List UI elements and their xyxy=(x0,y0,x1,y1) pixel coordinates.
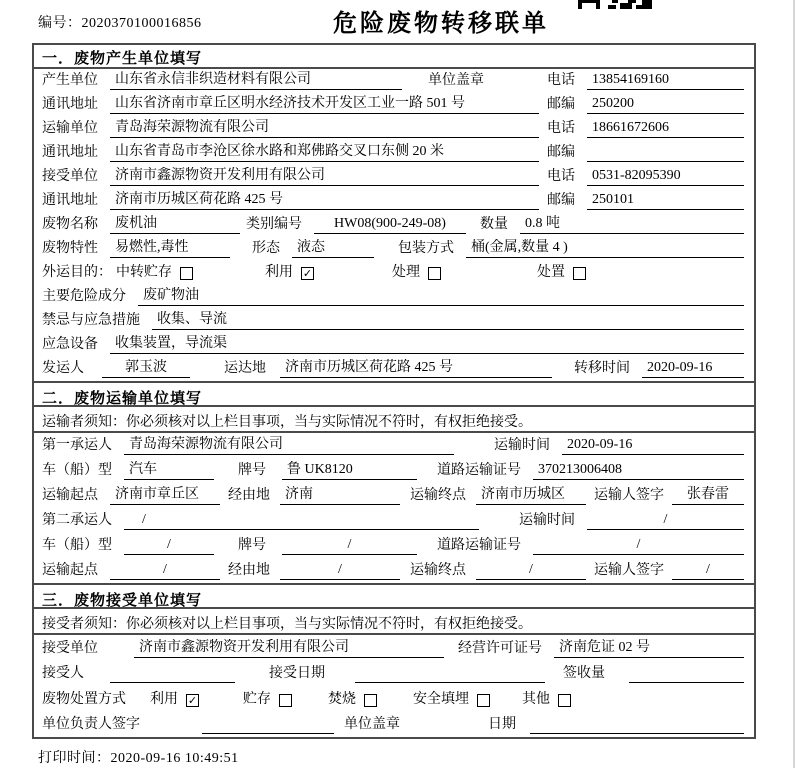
purpose-transfer-label: 中转贮存 xyxy=(116,265,172,280)
disposal-landfill-label: 安全填埋 xyxy=(413,691,469,707)
carrier-signature-value: 张春雷 xyxy=(672,486,744,505)
row-route1 xyxy=(34,483,754,508)
plate-number2-value: / xyxy=(282,536,417,555)
print-time-value: 2020-09-16 10:49:51 xyxy=(110,751,239,766)
row-responsible-signature xyxy=(34,712,754,738)
address-label: 通讯地址 xyxy=(42,97,98,112)
section2-header: 二．废物运输单位填写 xyxy=(34,381,754,407)
purpose-transfer-option xyxy=(116,264,193,282)
emergency-measures-value: 收集、导流 xyxy=(152,311,744,330)
receiving-unit-value: 济南市鑫源物资开发利用有限公司 xyxy=(134,639,444,658)
disposal-store-option xyxy=(243,691,292,709)
purpose-use-option xyxy=(265,264,314,282)
date-label: 日期 xyxy=(488,717,516,732)
section-receiver xyxy=(34,583,754,737)
carrier-signature2-label: 运输人签字 xyxy=(594,563,664,578)
plate-number-value: 鲁 UK8120 xyxy=(282,461,417,480)
disposal-use-option xyxy=(150,691,199,709)
purpose-dispose-checkbox xyxy=(573,267,586,280)
row-hazard xyxy=(34,285,754,309)
road-permit-value: 370213006408 xyxy=(533,461,744,480)
row-emergency-equipment xyxy=(34,333,754,357)
plate-number2-label: 牌号 xyxy=(238,538,266,553)
row-acceptor xyxy=(34,661,754,687)
second-carrier-value: / xyxy=(124,511,479,530)
manifest-form xyxy=(32,43,756,739)
phone-label: 电话 xyxy=(547,73,575,88)
date-value xyxy=(530,716,744,734)
transport-time-label: 运输时间 xyxy=(494,438,550,453)
row-vehicle2 xyxy=(34,533,754,558)
receiver-address-value: 济南市历城区荷花路 425 号 xyxy=(110,191,539,210)
emergency-equipment-label: 应急设备 xyxy=(42,337,98,352)
phone-label: 电话 xyxy=(547,169,575,184)
row-carrier1 xyxy=(34,433,754,458)
first-carrier-label: 第一承运人 xyxy=(42,438,112,453)
page-title: 危险废物转移联单 xyxy=(333,10,549,37)
transporter-address-value: 山东省青岛市李沧区徐水路和郑佛路交叉口东侧 20 米 xyxy=(110,143,539,162)
first-carrier-value: 青岛海荣源物流有限公司 xyxy=(124,436,454,455)
producer-zip-value: 250200 xyxy=(587,95,744,114)
receiver-phone-value: 0531-82095390 xyxy=(587,167,744,186)
receiver-unit-value: 济南市鑫源物资开发利用有限公司 xyxy=(110,167,539,186)
packing-label: 包装方式 xyxy=(398,241,454,256)
row-waste-name xyxy=(34,213,754,237)
vehicle-type-label: 车（船）型 xyxy=(42,463,112,478)
disposal-other-option xyxy=(522,691,571,709)
accept-date-value xyxy=(355,665,545,683)
disposal-burn-checkbox xyxy=(364,694,377,707)
origin-value: 济南市章丘区 xyxy=(110,486,220,505)
destination-value: 济南市历城区荷花路 425 号 xyxy=(280,359,552,378)
row-receiver-address xyxy=(34,189,754,213)
address-label: 通讯地址 xyxy=(42,193,98,208)
endpoint2-value: / xyxy=(476,561,586,580)
receiver-unit-label: 接受单位 xyxy=(42,169,98,184)
qr-code-icon xyxy=(578,0,652,9)
carrier-signature2-value: / xyxy=(672,561,744,580)
purpose-use-label: 利用 xyxy=(265,265,293,280)
purpose-dispose-option xyxy=(537,264,586,282)
form-label: 形态 xyxy=(252,241,280,256)
disposal-store-checkbox xyxy=(279,694,292,707)
disposal-burn-option xyxy=(328,691,377,709)
acceptor-label: 接受人 xyxy=(42,666,84,681)
responsible-signature-value xyxy=(202,716,334,734)
disposal-other-checkbox xyxy=(558,694,571,707)
transporter-zip-value xyxy=(587,144,744,162)
print-time-label: 打印时间： xyxy=(38,751,111,766)
disposal-method-label: 废物处置方式 xyxy=(42,691,126,707)
waste-name-label: 废物名称 xyxy=(42,217,98,232)
row-receiving-unit xyxy=(34,635,754,661)
second-carrier-label: 第二承运人 xyxy=(42,513,112,528)
vehicle-type2-value: / xyxy=(124,536,214,555)
shipper-value: 郭玉波 xyxy=(102,359,190,378)
road-permit2-value: / xyxy=(533,536,744,555)
producer-phone-value: 13854169160 xyxy=(587,71,744,90)
via2-label: 经由地 xyxy=(228,563,270,578)
category-code-label: 类别编号 xyxy=(246,217,302,232)
receiver-zip-value: 250101 xyxy=(587,191,744,210)
origin2-label: 运输起点 xyxy=(42,563,98,578)
phone-label: 电话 xyxy=(547,121,575,136)
transfer-time-value: 2020-09-16 xyxy=(642,359,744,378)
vehicle-type-value: 汽车 xyxy=(124,461,214,480)
row-producer xyxy=(34,69,754,93)
page-right-edge xyxy=(793,0,795,768)
row-waste-trait xyxy=(34,237,754,261)
section-producer xyxy=(34,45,754,381)
waste-name-value: 废机油 xyxy=(110,215,240,234)
purpose-transfer-checkbox xyxy=(180,267,193,280)
row-transporter-address xyxy=(34,141,754,165)
transport-time-value: 2020-09-16 xyxy=(562,436,744,455)
row-emergency-measures xyxy=(34,309,754,333)
quantity-label: 数量 xyxy=(480,217,508,232)
transporter-unit-value: 青岛海荣源物流有限公司 xyxy=(110,119,539,138)
hazard-component-value: 废矿物油 xyxy=(138,287,744,306)
purpose-treat-option xyxy=(392,264,441,282)
endpoint-label: 运输终点 xyxy=(410,488,466,503)
quantity-value: 0.8 吨 xyxy=(520,215,744,234)
endpoint-value: 济南市历城区 xyxy=(476,486,586,505)
signed-amount-value xyxy=(629,665,744,683)
print-time xyxy=(38,747,239,767)
hazard-component-label: 主要危险成分 xyxy=(42,289,126,304)
transporter-unit-label: 运输单位 xyxy=(42,121,98,136)
emergency-equipment-value: 收集装置，导流渠 xyxy=(110,335,744,354)
accept-date-label: 接受日期 xyxy=(269,666,325,681)
row-purpose xyxy=(34,261,754,285)
road-permit2-label: 道路运输证号 xyxy=(437,538,521,553)
zip-label: 邮编 xyxy=(547,145,575,160)
signed-amount-label: 签收量 xyxy=(563,666,605,681)
row-receiver xyxy=(34,165,754,189)
row-disposal xyxy=(34,686,754,712)
serial-value: 2020370100016856 xyxy=(81,16,202,31)
packing-value: 桶(金属,数量 4 ) xyxy=(466,239,744,258)
purpose-treat-label: 处理 xyxy=(392,265,420,280)
receiver-notice: 接受者须知：你必须核对以上栏目事项，当与实际情况不符时，有权拒绝接受。 xyxy=(34,609,754,635)
purpose-label: 外运目的： xyxy=(42,265,112,280)
origin2-value: / xyxy=(110,561,220,580)
zip-label: 邮编 xyxy=(547,97,575,112)
row-route2 xyxy=(34,558,754,583)
waste-trait-value: 易燃性,毒性 xyxy=(110,239,230,258)
row-shipper xyxy=(34,357,754,381)
via-label: 经由地 xyxy=(228,488,270,503)
transporter-notice: 运输者须知：你必须核对以上栏目事项，当与实际情况不符时，有权拒绝接受。 xyxy=(34,407,754,433)
disposal-other-label: 其他 xyxy=(522,691,550,707)
license-number-value: 济南危证 02 号 xyxy=(554,639,744,658)
transfer-time-label: 转移时间 xyxy=(574,361,630,376)
producer-address-value: 山东省济南市章丘区明水经济技术开发区工业一路 501 号 xyxy=(110,95,539,114)
row-transporter xyxy=(34,117,754,141)
disposal-landfill-checkbox xyxy=(477,694,490,707)
row-producer-address xyxy=(34,93,754,117)
section1-header: 一．废物产生单位填写 xyxy=(34,45,754,69)
via2-value: / xyxy=(280,561,400,580)
responsible-signature-label: 单位负责人签字 xyxy=(42,717,140,732)
endpoint2-label: 运输终点 xyxy=(410,563,466,578)
vehicle-type2-label: 车（船）型 xyxy=(42,538,112,553)
category-code-value: HW08(900-249-08) xyxy=(314,215,466,234)
serial-number xyxy=(38,12,202,32)
producer-unit-value: 山东省永信非织造材料有限公司 xyxy=(110,71,402,90)
license-number-label: 经营许可证号 xyxy=(458,640,542,656)
form-value: 液态 xyxy=(292,239,374,258)
zip-label: 邮编 xyxy=(547,193,575,208)
transporter-phone-value: 18661672606 xyxy=(587,119,744,138)
transport-time2-label: 运输时间 xyxy=(519,513,575,528)
shipper-label: 发运人 xyxy=(42,361,84,376)
serial-label: 编号： xyxy=(38,16,82,31)
origin-label: 运输起点 xyxy=(42,488,98,503)
waste-trait-label: 废物特性 xyxy=(42,241,98,256)
row-carrier2 xyxy=(34,508,754,533)
section3-header: 三．废物接受单位填写 xyxy=(34,583,754,609)
row-vehicle1 xyxy=(34,458,754,483)
plate-number-label: 牌号 xyxy=(238,463,266,478)
section-transporter xyxy=(34,381,754,583)
road-permit-label: 道路运输证号 xyxy=(437,463,521,478)
receiving-unit-label: 接受单位 xyxy=(42,640,98,656)
purpose-treat-checkbox xyxy=(428,267,441,280)
via-value: 济南 xyxy=(280,486,400,505)
disposal-use-checkbox: ✓ xyxy=(187,693,198,707)
purpose-dispose-label: 处置 xyxy=(537,265,565,280)
producer-unit-label: 产生单位 xyxy=(42,73,98,88)
disposal-store-label: 贮存 xyxy=(243,691,271,707)
disposal-use-label: 利用 xyxy=(150,691,178,707)
acceptor-value xyxy=(110,665,235,683)
unit-seal2-label: 单位盖章 xyxy=(344,717,400,732)
emergency-measures-label: 禁忌与应急措施 xyxy=(42,313,140,328)
purpose-use-checkbox: ✓ xyxy=(302,267,313,280)
disposal-burn-label: 焚烧 xyxy=(328,691,356,707)
unit-seal-label: 单位盖章 xyxy=(428,73,484,88)
destination-label: 运达地 xyxy=(224,361,266,376)
disposal-landfill-option xyxy=(413,691,490,709)
transport-time2-value: / xyxy=(587,511,744,530)
carrier-signature-label: 运输人签字 xyxy=(594,488,664,503)
address-label: 通讯地址 xyxy=(42,145,98,160)
